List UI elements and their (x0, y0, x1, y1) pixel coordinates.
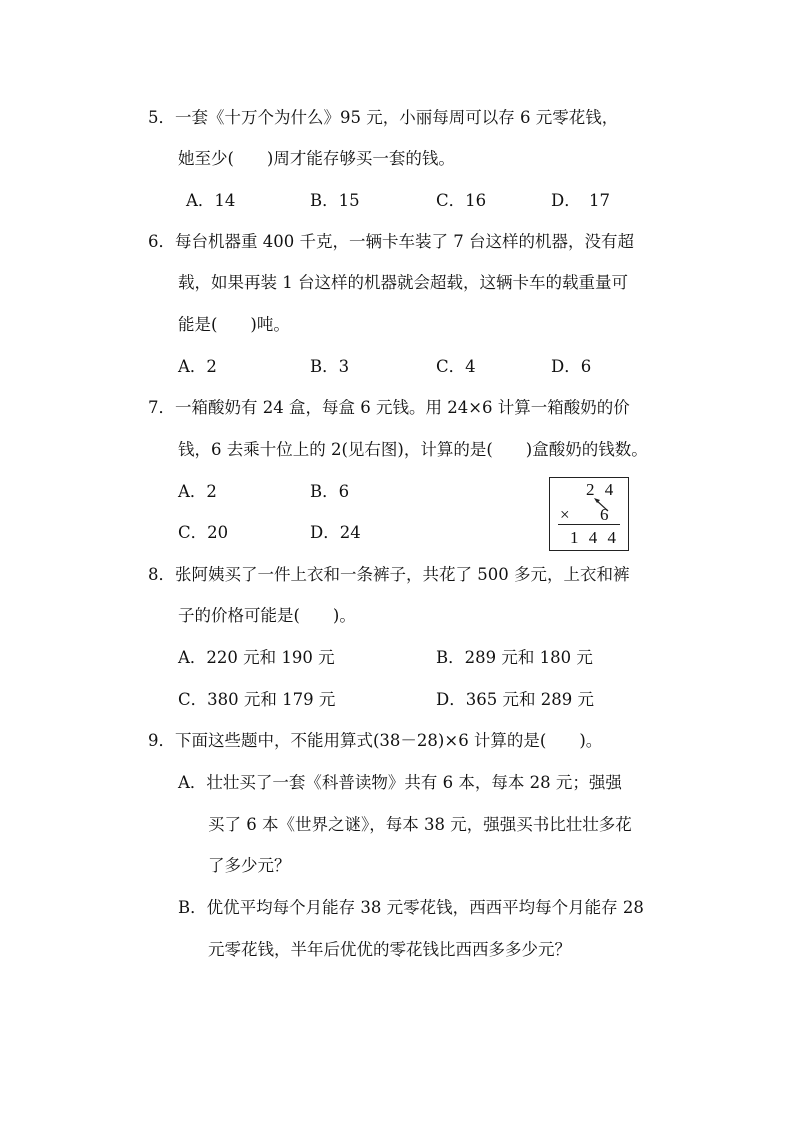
q6-option-a[interactable]: A．2 (178, 357, 217, 376)
q8-option-b[interactable]: B．289 元和 180 元 (436, 648, 593, 667)
q9-option-b-line-1[interactable]: B．优优平均每个月能存 38 元零花钱，西西平均每个月能存 28 (178, 898, 644, 917)
q9-option-a-line-1[interactable]: A．壮壮买了一套《科普读物》共有 6 本，每本 28 元；强强 (178, 773, 622, 792)
q7-option-a[interactable]: A．2 (178, 482, 217, 501)
q6-option-c[interactable]: C．4 (436, 357, 476, 376)
q6-option-b[interactable]: B．3 (310, 357, 350, 376)
q9-option-b-line-2: 元零花钱，半年后优优的零花钱比西西多多少元？ (208, 940, 571, 959)
q5-option-d[interactable]: D． 17 (551, 191, 610, 210)
q6-option-d[interactable]: D．6 (551, 357, 592, 376)
q5-option-a[interactable]: A．14 (186, 191, 236, 210)
calc-multiplier: 6 (600, 505, 612, 524)
q7-text-line-2: 钱，6 去乘十位上的 2(见右图)，计算的是( )盒酸奶的钱数。 (178, 440, 648, 459)
vertical-multiplication-figure (549, 477, 629, 551)
q6-text-line-1: 6．每台机器重 400 千克，一辆卡车装了 7 台这样的机器，没有超 (148, 232, 634, 251)
q7-option-b[interactable]: B．6 (310, 482, 350, 501)
calc-result: 1 4 4 (570, 528, 619, 547)
q5-text-line-1: 5．一套《十万个为什么》95 元，小丽每周可以存 6 元零花钱， (148, 108, 619, 127)
q8-option-d[interactable]: D．365 元和 289 元 (436, 690, 594, 709)
q6-text-line-2: 载，如果再装 1 台这样的机器就会超载，这辆卡车的载重量可 (178, 273, 628, 292)
q6-text-line-3: 能是( )吨。 (178, 315, 290, 334)
q8-option-a[interactable]: A．220 元和 190 元 (178, 648, 335, 667)
q7-option-c[interactable]: C．20 (178, 523, 229, 542)
q5-text-line-2: 她至少( )周才能存够买一套的钱。 (178, 149, 455, 168)
q8-option-c[interactable]: C．380 元和 179 元 (178, 690, 336, 709)
q9-text-line-1: 9．下面这些题中，不能用算式(38－28)×6 计算的是( )。 (148, 731, 603, 750)
q5-option-b[interactable]: B．15 (310, 191, 360, 210)
q7-option-d[interactable]: D．24 (310, 523, 361, 542)
q7-text-line-1: 7．一箱酸奶有 24 盒，每盒 6 元钱。用 24×6 计算一箱酸奶的价 (148, 398, 630, 417)
q8-text-line-2: 子的价格可能是( )。 (178, 606, 356, 625)
q9-option-a-line-3: 了多少元？ (208, 856, 291, 875)
q9-option-a-line-2: 买了 6 本《世界之谜》，每本 38 元，强强买书比壮壮多花 (208, 815, 632, 834)
q5-option-c[interactable]: C．16 (436, 191, 487, 210)
calc-times-sign: × (560, 505, 573, 524)
q8-text-line-1: 8．张阿姨买了一件上衣和一条裤子，共花了 500 多元，上衣和裤 (148, 565, 630, 584)
calc-divider-line (558, 524, 620, 525)
calc-top-number: 2 4 (586, 480, 617, 499)
